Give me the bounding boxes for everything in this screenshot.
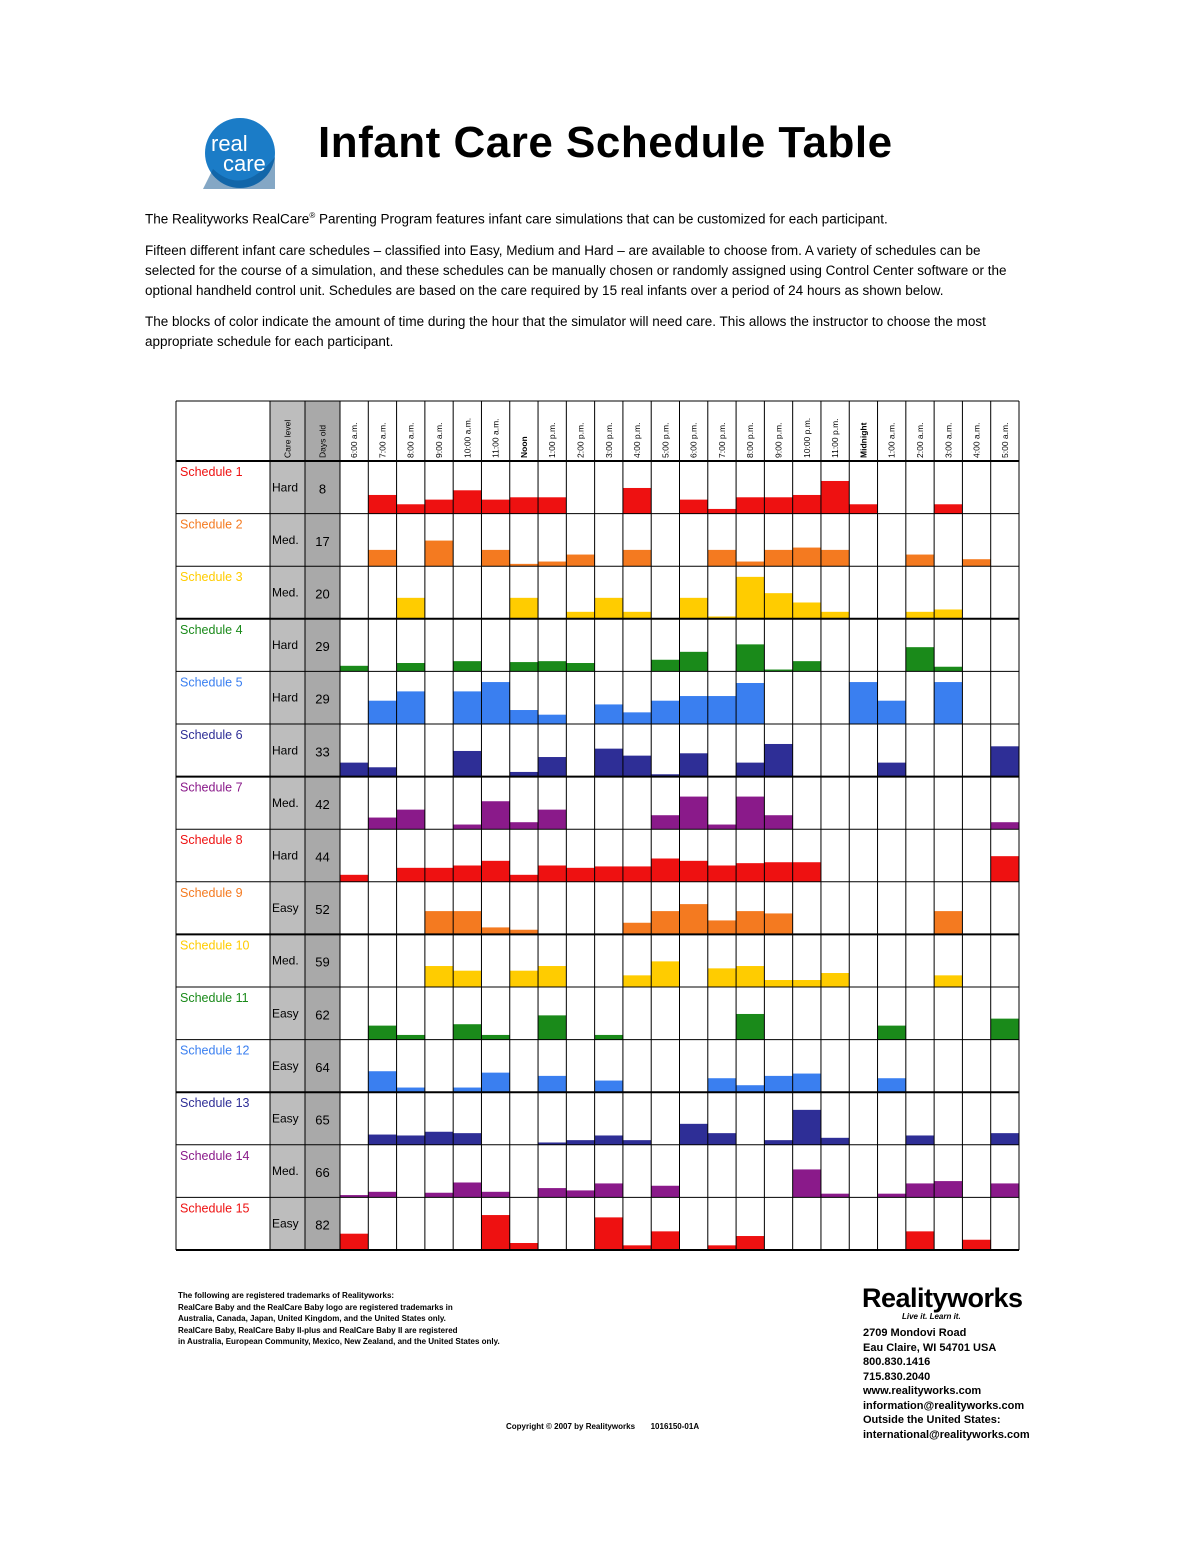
care-bar — [708, 509, 736, 514]
care-bar — [368, 1026, 396, 1040]
care-level: Med. — [272, 795, 299, 810]
care-bar — [651, 701, 679, 724]
care-bar — [510, 662, 538, 671]
care-bar — [680, 696, 708, 724]
care-bar — [991, 822, 1019, 829]
care-bar — [368, 1135, 396, 1145]
care-bar — [764, 980, 792, 987]
header-days-old: Days old — [317, 424, 328, 458]
care-bar — [623, 712, 651, 724]
care-level: Easy — [272, 1006, 299, 1021]
care-bar — [736, 797, 764, 830]
days-old: 20 — [315, 586, 330, 602]
care-bar — [595, 1183, 623, 1197]
care-bar — [425, 911, 453, 934]
care-level: Med. — [272, 532, 299, 547]
care-bar — [397, 504, 425, 513]
care-bar — [821, 1138, 849, 1145]
care-bar — [481, 861, 509, 882]
care-bar — [906, 1183, 934, 1197]
care-level: Easy — [272, 1058, 299, 1073]
care-bar — [510, 598, 538, 619]
care-bar — [764, 593, 792, 619]
care-bar — [821, 481, 849, 514]
care-level: Easy — [272, 1216, 299, 1231]
trademark-footnote: The following are registered trademarks of Realityworks: RealCare Baby and the RealCare Baby logo are registered trademarks in Australia, Canada, Japan, United Kingdom, and the United States only. RealCare Baby, RealCare Baby II-plus and RealCare Baby II are registered in Australia, European Community, Mexico, New Zealand, and the United States only. — [178, 1291, 500, 1346]
schedule-name: Schedule 11 — [180, 991, 249, 1005]
care-bar — [425, 500, 453, 514]
schedule-name: Schedule 15 — [180, 1201, 250, 1216]
care-bar — [453, 751, 481, 777]
care-bar — [623, 550, 651, 566]
header-hour: 2:00 p.m. — [575, 422, 586, 458]
header-hour: 5:00 p.m. — [660, 422, 671, 458]
care-bar — [481, 1215, 509, 1250]
care-bar — [708, 550, 736, 566]
care-bar — [793, 548, 821, 567]
care-bar — [680, 797, 708, 830]
care-bar — [368, 495, 396, 514]
care-bar — [397, 691, 425, 724]
care-bar — [397, 1035, 425, 1040]
header-care-level: Care level — [282, 419, 293, 458]
days-old: 33 — [315, 744, 330, 760]
schedule-name: Schedule 14 — [180, 1148, 250, 1163]
care-bar — [510, 971, 538, 987]
care-bar — [538, 757, 566, 777]
care-bar — [481, 500, 509, 514]
days-old: 64 — [315, 1059, 330, 1075]
care-bar — [821, 1194, 849, 1198]
schedule-name: Schedule 9 — [180, 885, 243, 900]
care-bar — [991, 1019, 1019, 1040]
care-bar — [849, 682, 877, 724]
schedule-name: Schedule 4 — [180, 622, 243, 637]
schedule-name: Schedule 3 — [180, 570, 243, 585]
header-hour: 8:00 p.m. — [745, 422, 756, 458]
care-bar — [595, 866, 623, 881]
care-bar — [962, 1240, 990, 1250]
care-bar — [623, 756, 651, 777]
care-bar — [991, 856, 1019, 882]
address-line: 2709 Mondovi Road — [863, 1327, 967, 1339]
care-level: Hard — [272, 743, 299, 758]
care-bar — [510, 710, 538, 724]
care-bar — [764, 744, 792, 777]
care-bar — [538, 810, 566, 830]
care-bar — [595, 704, 623, 724]
care-bar — [736, 644, 764, 671]
schedule-name: Schedule 10 — [180, 938, 250, 953]
care-bar — [368, 767, 396, 776]
care-bar — [651, 660, 679, 672]
care-bar — [538, 562, 566, 567]
care-bar — [934, 1181, 962, 1197]
care-bar — [764, 1140, 792, 1145]
care-bar — [538, 1076, 566, 1092]
care-bar — [849, 504, 877, 513]
care-bar — [680, 904, 708, 934]
care-bar — [793, 1169, 821, 1197]
company-tagline: Live it. Learn it. — [902, 1312, 961, 1321]
care-bar — [878, 1078, 906, 1092]
header-hour: 1:00 a.m. — [886, 422, 897, 458]
care-bar — [397, 810, 425, 830]
care-bar — [991, 746, 1019, 776]
care-bar — [736, 911, 764, 934]
care-bar — [595, 1081, 623, 1093]
address-line: Outside the United States: — [863, 1414, 1001, 1426]
header-hour: 9:00 a.m. — [434, 422, 445, 458]
header-hour: 9:00 p.m. — [773, 422, 784, 458]
care-bar — [878, 763, 906, 777]
care-bar — [566, 555, 594, 567]
care-bar — [453, 911, 481, 934]
days-old: 44 — [315, 849, 330, 865]
care-bar — [623, 612, 651, 619]
care-bar — [793, 862, 821, 882]
address-line: 800.830.1416 — [863, 1356, 931, 1368]
care-bar — [906, 555, 934, 567]
care-bar — [736, 683, 764, 724]
care-bar — [708, 1078, 736, 1092]
care-bar — [453, 971, 481, 987]
logo-text-real: real — [211, 131, 248, 156]
header-hour: 6:00 p.m. — [688, 422, 699, 458]
care-bar — [651, 815, 679, 829]
care-bar — [680, 500, 708, 514]
care-bar — [764, 862, 792, 882]
care-bar — [793, 495, 821, 514]
care-bar — [425, 1193, 453, 1198]
care-bar — [793, 1110, 821, 1145]
header-hour: 1:00 p.m. — [547, 422, 558, 458]
care-bar — [991, 1133, 1019, 1145]
care-bar — [934, 911, 962, 934]
care-bar — [340, 875, 368, 882]
care-bar — [736, 1085, 764, 1092]
page-title: Infant Care Schedule Table — [318, 118, 893, 167]
days-old: 29 — [315, 691, 330, 707]
header-hour: 11:00 p.m. — [830, 418, 841, 458]
care-bar — [481, 801, 509, 829]
care-bar — [651, 1186, 679, 1198]
care-bar — [340, 763, 368, 777]
care-level: Hard — [272, 848, 299, 863]
care-bar — [425, 868, 453, 882]
care-bar — [736, 966, 764, 987]
header-hour: 10:00 p.m. — [801, 417, 812, 458]
care-bar — [651, 911, 679, 934]
care-bar — [623, 1140, 651, 1145]
care-bar — [680, 652, 708, 672]
care-bar — [623, 975, 651, 987]
care-bar — [821, 550, 849, 566]
header-hour: Midnight — [858, 422, 869, 458]
care-bar — [708, 825, 736, 830]
care-bar — [481, 1192, 509, 1198]
care-bar — [595, 1135, 623, 1144]
care-bar — [878, 1026, 906, 1040]
care-bar — [764, 913, 792, 934]
care-bar — [651, 961, 679, 987]
care-bar — [453, 1133, 481, 1145]
care-bar — [736, 1236, 764, 1250]
care-bar — [453, 490, 481, 513]
header-hour: 3:00 a.m. — [943, 422, 954, 458]
address-line: www.realityworks.com — [863, 1385, 982, 1397]
care-bar — [680, 1124, 708, 1145]
care-bar — [934, 682, 962, 724]
care-bar — [510, 1243, 538, 1250]
care-bar — [595, 1035, 623, 1040]
care-bar — [878, 1194, 906, 1198]
header-hour: 5:00 a.m. — [999, 422, 1010, 458]
care-level: Med. — [272, 585, 299, 600]
header-hour: 7:00 a.m. — [377, 422, 388, 458]
care-bar — [368, 550, 396, 566]
intro-paragraph-2: Fifteen different infant care schedules – classified into Easy, Medium and Hard – are available to choose from. A variety of schedules can be selected for the course of a simulation, and these schedules can be manually chosen or randomly assigned using Control Center software or the optional handheld control unit. Schedules are based on the care required by 15 real infants over a period of 24 hours as shown below. — [145, 242, 1007, 298]
care-bar — [481, 550, 509, 566]
care-level: Easy — [272, 1111, 299, 1126]
care-bar — [623, 488, 651, 514]
company-name: Realityworks — [862, 1283, 1023, 1313]
logo-text-care: care — [223, 151, 266, 176]
care-bar — [906, 1135, 934, 1144]
care-bar — [623, 923, 651, 935]
address-line: international@realityworks.com — [863, 1428, 1030, 1441]
header-hour: Noon — [518, 436, 529, 458]
care-bar — [764, 497, 792, 513]
care-bar — [680, 598, 708, 619]
copyright: Copyright © 2007 by Realityworks 1016150-01A — [506, 1422, 700, 1431]
care-level: Easy — [272, 901, 299, 916]
care-bar — [934, 975, 962, 987]
care-bar — [340, 1234, 368, 1250]
care-bar — [708, 696, 736, 724]
care-bar — [680, 861, 708, 882]
care-bar — [566, 868, 594, 882]
care-bar — [538, 497, 566, 513]
care-bar — [736, 497, 764, 513]
days-old: 17 — [315, 533, 330, 549]
schedule-name: Schedule 1 — [180, 465, 243, 479]
address-line: 715.830.2040 — [863, 1370, 931, 1383]
care-bar — [368, 1071, 396, 1092]
address-line: Eau Claire, WI 54701 USA — [863, 1341, 997, 1354]
care-bar — [453, 661, 481, 671]
care-bar — [962, 559, 990, 566]
realityworks-logo — [862, 1284, 1023, 1321]
care-bar — [566, 612, 594, 619]
care-bar — [538, 865, 566, 881]
care-bar — [934, 504, 962, 513]
days-old: 65 — [315, 1112, 330, 1128]
intro-paragraph-3: The blocks of color indicate the amount of time during the hour that the simulator will need care. This allows the instructor to choose the most appropriate schedule for each participant. — [145, 313, 986, 349]
care-bar — [680, 753, 708, 776]
care-bar — [510, 822, 538, 829]
care-bar — [595, 598, 623, 619]
schedule-name: Schedule 6 — [180, 728, 243, 742]
care-bar — [425, 1132, 453, 1145]
days-old: 8 — [318, 481, 327, 497]
care-level: Med. — [272, 953, 299, 968]
header-hour: 2:00 a.m. — [914, 422, 925, 458]
care-bar — [368, 1192, 396, 1198]
care-bar — [538, 715, 566, 724]
care-bar — [764, 1076, 792, 1092]
care-bar — [595, 749, 623, 777]
care-bar — [906, 647, 934, 671]
care-bar — [425, 541, 453, 567]
care-bar — [793, 1074, 821, 1093]
care-bar — [538, 1188, 566, 1197]
schedule-name: Schedule 5 — [180, 675, 243, 690]
care-bar — [736, 863, 764, 882]
days-old: 62 — [315, 1007, 330, 1023]
care-bar — [368, 818, 396, 830]
header-hour: 3:00 p.m. — [603, 422, 614, 458]
header-hour: 4:00 a.m. — [971, 422, 982, 458]
care-bar — [764, 550, 792, 566]
header-hour: 6:00 a.m. — [349, 422, 360, 458]
care-bar — [708, 968, 736, 987]
days-old: 66 — [315, 1165, 330, 1181]
days-old: 59 — [315, 954, 330, 970]
header-hour: 4:00 p.m. — [632, 422, 643, 458]
care-bar — [481, 682, 509, 724]
care-bar — [991, 1183, 1019, 1197]
care-bar — [397, 663, 425, 671]
care-bar — [736, 562, 764, 567]
care-level: Hard — [272, 638, 299, 653]
care-bar — [397, 868, 425, 882]
care-bar — [793, 980, 821, 987]
care-bar — [736, 577, 764, 619]
care-bar — [623, 866, 651, 881]
days-old: 42 — [315, 796, 330, 812]
care-bar — [878, 701, 906, 724]
days-old: 82 — [315, 1217, 330, 1233]
care-bar — [481, 927, 509, 934]
care-bar — [481, 1073, 509, 1093]
care-bar — [566, 663, 594, 671]
care-bar — [934, 667, 962, 672]
care-bar — [481, 1035, 509, 1040]
schedule-name: Schedule 13 — [180, 1096, 250, 1111]
care-bar — [821, 612, 849, 619]
schedule-name: Schedule 12 — [180, 1043, 250, 1058]
care-bar — [793, 602, 821, 618]
care-bar — [764, 815, 792, 829]
header-hour: 8:00 a.m. — [405, 422, 416, 458]
care-bar — [736, 1014, 764, 1040]
care-bar — [736, 763, 764, 777]
care-bar — [934, 609, 962, 618]
care-bar — [821, 973, 849, 987]
care-bar — [595, 1217, 623, 1250]
header-hour: 10:00 a.m. — [462, 417, 473, 458]
care-bar — [368, 701, 396, 724]
care-level: Med. — [272, 1164, 299, 1179]
company-address — [863, 1326, 1030, 1442]
schedule-name: Schedule 2 — [180, 517, 243, 532]
care-bar — [651, 859, 679, 882]
care-bar — [708, 1133, 736, 1145]
care-bar — [566, 1190, 594, 1197]
care-bar — [538, 966, 566, 987]
schedule-name: Schedule 8 — [180, 833, 243, 848]
header-hour: 11:00 a.m. — [490, 418, 501, 458]
care-bar — [425, 966, 453, 987]
care-bar — [793, 661, 821, 671]
care-bar — [453, 865, 481, 881]
address-line: information@realityworks.com — [863, 1399, 1025, 1412]
care-level: Hard — [272, 480, 299, 495]
care-bar — [906, 612, 934, 619]
care-bar — [510, 875, 538, 882]
care-bar — [510, 497, 538, 513]
care-bar — [397, 1135, 425, 1144]
care-bar — [453, 825, 481, 830]
care-bar — [906, 1231, 934, 1250]
care-bar — [453, 1182, 481, 1197]
care-bar — [566, 1140, 594, 1145]
header-hour: 7:00 p.m. — [716, 422, 727, 458]
care-bar — [708, 920, 736, 934]
care-bar — [538, 661, 566, 671]
days-old: 52 — [315, 902, 330, 918]
care-bar — [538, 1015, 566, 1039]
care-bar — [340, 666, 368, 672]
care-bar — [453, 691, 481, 724]
care-bar — [651, 1231, 679, 1250]
care-bar — [453, 1024, 481, 1039]
days-old: 29 — [315, 639, 330, 655]
care-bar — [397, 598, 425, 619]
intro-paragraph-1: The Realityworks RealCare® Parenting Program features infant care simulations that can be customized for each participant. — [145, 211, 888, 227]
schedule-name: Schedule 7 — [180, 780, 243, 795]
care-bar — [708, 865, 736, 881]
care-level: Hard — [272, 690, 299, 705]
